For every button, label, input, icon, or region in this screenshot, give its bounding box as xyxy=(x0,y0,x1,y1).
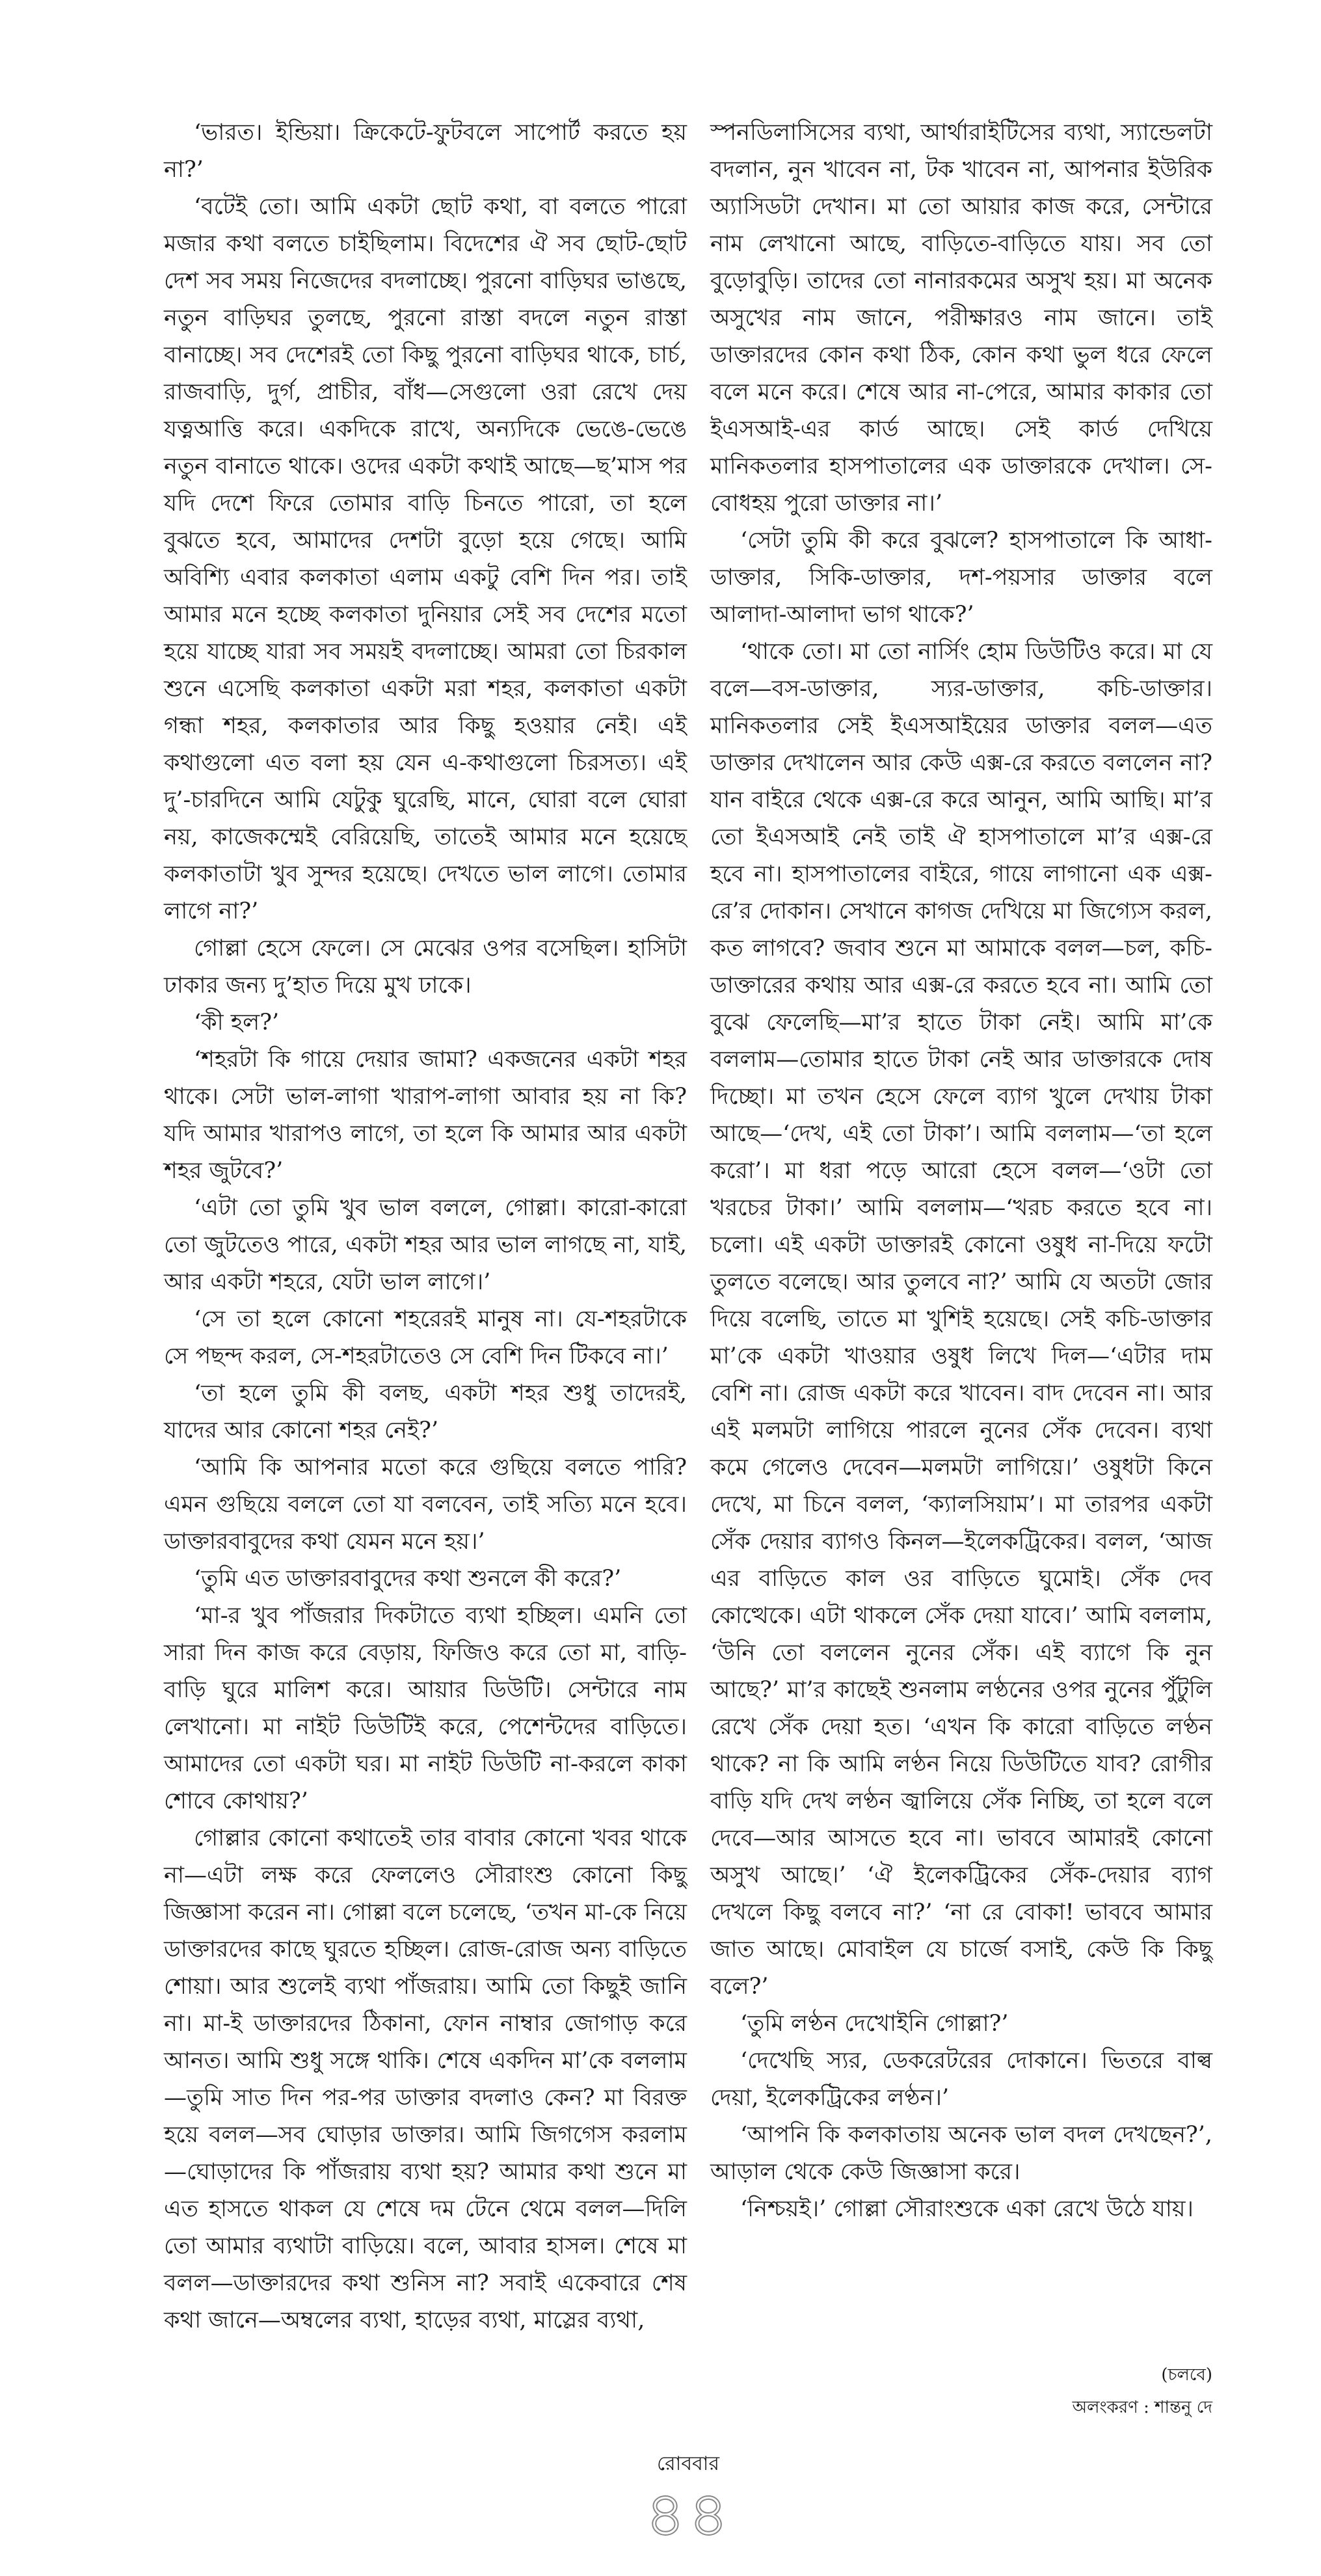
paragraph: ‘কী হল?’ xyxy=(194,1010,280,1036)
text-columns xyxy=(164,114,1212,2339)
paragraph: ‘তুমি এত ডাক্তারবাবুদের কথা শুনলে কী করে?’ xyxy=(194,1566,622,1592)
continued-note: (চলবে) xyxy=(1161,2365,1212,2385)
paragraph: ‘এটা তো তুমি খুব ভাল বললে, গোল্লা। কারো-কারো তো জুটতেও পারে, একটা শহর আর ভাল লাগছে না, যাই, আর একটা শহরে, যেটা ভাল লাগে।’ xyxy=(164,1195,687,1295)
paragraph: ‘আপনি কি কলকাতায় অনেক ভাল বদল দেখছেন?’, আড়াল থেকে কেউ জিজ্ঞাসা করে। xyxy=(710,2122,1212,2185)
left-text-column xyxy=(164,114,687,2339)
paragraph: ‘সে তা হলে কোনো শহরেরই মানুষ না। যে-শহরটাকে সে পছন্দ করল, সে-শহরটাতেও সে বেশি দিন টিকবে না।’ xyxy=(164,1306,687,1369)
paragraph: ‘থাকে তো। মা তো নার্সিং হোম ডিউটিও করে। মা যে বলে—বস-ডাক্তার, স্যর-ডাক্তার, কচি-ডাক্তার। মানিকতলার সেই ইএসআইয়ের ডাক্তার বলল—এত ডাক্তার দেখালেন আর কেউ এক্স-রে করতে বললেন না? যান বাইরে থেকে এক্স-রে করে আনুন, আমি আছি। মা’র তো ইএসআই নেই তাই ঐ হাসপাতালে মা’র এক্স-রে হবে না। হাসপাতালের বাইরে, গায়ে লাগানো এক এক্স-রে’র দোকান। সেখানে কাগজ দেখিয়ে মা জিগ্যেস করল, কত লাগবে? জবাব শুনে মা আমাকে বলল—চল, কচি-ডাক্তারের কথায় আর এক্স-রে করতে হবে না। আমি তো বুঝে ফেলেছি—মা’র হাতে টাকা নেই। আমি মা’কে বললাম—তোমার হাতে টাকা নেই আর ডাক্তারকে দোষ দিচ্ছো। মা তখন হেসে ফেলে ব্যাগ খুলে দেখায় টাকা আছে—‘দেখ, এই তো টাকা’। আমি বললাম—‘তা হলে করো’। মা ধরা পড়ে আরো হেসে বলল—‘ওটা তো খরচের টাকা।’ আমি বললাম—‘খরচ করতে হবে না। চলো। এই একটা ডাক্তারই কোনো ওষুধ না-দিয়ে ফটো তুলতে বলেছে। আর তুলবে না?’ আমি যে অতটা জোর দিয়ে বলেছি, তাতে মা খুশিই হয়েছে। সেই কচি-ডাক্তার মা’কে একটা খাওয়ার ওষুধ লিখে দিল—‘এটার দাম বেশি না। রোজ একটা করে খাবেন। বাদ দেবেন না। আর এই মলমটা লাগিয়ে পারলে নুনের সেঁক দেবেন। ব্যথা কমে গেলেও দেবেন—মলমটা লাগিয়ে।’ ওষুধটা কিনে দেখে, মা চিনে বলল, ‘ক্যালসিয়াম’। মা তারপর একটা সেঁক দেয়ার ব্যাগও কিনল—ইলেকট্রিকের। বলল, ‘আজ এর বাড়িতে কাল ওর বাড়িতে ঘুমোই। সেঁক দেব কোত্থেকে। এটা থাকলে সেঁক দেয়া যাবে।’ আমি বললাম, ‘উনি তো বললেন নুনের সেঁক। এই ব্যাগে কি নুন আছে?’ মা’র কাছেই শুনলাম লণ্ঠনের ওপর নুনের পুঁটুলি রেখে সেঁক দেয়া হত। ‘এখন কি কারো বাড়িতে লণ্ঠন থাকে? না কি আমি লণ্ঠন নিয়ে ডিউটিতে যাব? রোগীর বাড়ি যদি দেখ লণ্ঠন জ্বালিয়ে সেঁক নিচ্ছি, তা হলে বলে দেবে—আর আসতে হবে না। ভাববে আমারই কোনো অসুখ আছে।’ ‘ঐ ইলেকট্রিকের সেঁক-দেয়ার ব্যাগ দেখলে কিছু বলবে না?’ ‘না রে বোকা! ভাববে আমার জাত আছে। মোবাইল যে চার্জে বসাই, কেউ কি কিছু বলে?’ xyxy=(710,639,1212,2000)
paragraph: ‘বটেই তো। আমি একটা ছোট কথা, বা বলতে পারো মজার কথা বলতে চাইছিলাম। বিদেশের ঐ সব ছোট-ছোট দেশ সব সময় নিজেদের বদলাচ্ছে। পুরনো বাড়িঘর ভাঙছে, নতুন বাড়িঘর তুলছে, পুরনো রাস্তা বদলে নতুন রাস্তা বানাচ্ছে। সব দেশেরই তো কিছু পুরনো বাড়িঘর থাকে, চার্চ, রাজবাড়ি, দুর্গ, প্রাচীর, বাঁধ—সেগুলো ওরা রেখে দেয় যত্নআত্তি করে। একদিকে রাখে, অন্যদিকে ভেঙে-ভেঙে নতুন বানাতে থাকে। ওদের একটা কথাই আছে—ছ’মাস পর যদি দেশে ফিরে তোমার বাড়ি চিনতে পারো, তা হলে বুঝতে হবে, আমাদের দেশটা বুড়ো হয়ে গেছে। আমি অবিশ্যি এবার কলকাতা এলাম একটু বেশি দিন পর। তাই আমার মনে হচ্ছে কলকাতা দুনিয়ার সেই সব দেশের মতো হয়ে যাচ্ছে যারা সব সময়ই বদলাচ্ছে। আমরা তো চিরকাল শুনে এসেছি কলকাতা একটা মরা শহর, কলকাতা একটা গন্ধা শহর, কলকাতার আর কিছু হওয়ার নেই। এই কথাগুলো এত বলা হয় যেন এ-কথাগুলো চিরসত্য। এই দু’-চারদিনে আমি যেটুকু ঘুরেছি, মানে, ঘোরা বলে ঘোরা নয়, কাজেকম্মেই বেরিয়েছি, তাতেই আমার মনে হয়েছে কলকাতাটা খুব সুন্দর হয়েছে। দেখতে ভাল লাগে। তোমার লাগে না?’ xyxy=(164,194,687,924)
paragraph: ‘ভারত। ইন্ডিয়া। ক্রিকেটে-ফুটবলে সাপোর্ট করতে হয় না?’ xyxy=(164,120,687,183)
paragraph: ‘তা হলে তুমি কী বলছ, একটা শহর শুধু তাদেরই, যাদের আর কোনো শহর নেই?’ xyxy=(164,1380,687,1443)
paragraph: ‘শহরটা কি গায়ে দেয়ার জামা? একজনের একটা শহর থাকে। সেটা ভাল-লাগা খারাপ-লাগা আবার হয় না কি? যদি আমার খারাপও লাগে, তা হলে কি আমার আর একটা শহর জুটবে?’ xyxy=(164,1047,687,1184)
magazine-name: রোববার xyxy=(657,2452,719,2475)
illustration-credit: অলংকরণ : শান্তনু দে xyxy=(1072,2398,1212,2417)
paragraph: ‘তুমি লণ্ঠন দেখোইনি গোল্লা?’ xyxy=(740,2011,1009,2037)
paragraph: গোল্লার কোনো কথাতেই তার বাবার কোনো খবর থাকে না—এটা লক্ষ করে ফেললেও সৌরাংশু কোনো কিছু জিজ্ঞাসা করেন না। গোল্লা বলে চলেছে, ‘তখন মা-কে নিয়ে ডাক্তারদের কাছে ঘুরতে হচ্ছিল। রোজ-রোজ অন্য বাড়িতে শোয়া। আর শুলেই ব্যথা পাঁজরায়। আমি তো কিছুই জানি না। মা-ই ডাক্তারদের ঠিকানা, ফোন নাম্বার জোগাড় করে আনত। আমি শুধু সঙ্গে থাকি। শেষে একদিন মা’কে বললাম—তুমি সাত দিন পর-পর ডাক্তার বদলাও কেন? মা বিরক্ত হয়ে বলল—সব ঘোড়ার ডাক্তার। আমি জিগগেস করলাম—ঘোড়াদের কি পাঁজরায় ব্যথা হয়? আমার কথা শুনে মা এত হাসতে থাকল যে শেষে দম টেনে থেমে বলল—দিলি তো আমার ব্যথাটা বাড়িয়ে। বলে, আবার হাসল। শেষে মা বলল—ডাক্তারদের কথা শুনিস না? সবাই একেবারে শেষ কথা জানে—অম্বলের ব্যথা, হাড়ের ব্যথা, মাস্লের ব্যথা, xyxy=(164,1825,687,2333)
paragraph: ‘নিশ্চয়ই।’ গোল্লা সৌরাংশুকে একা রেখে উঠে যায়। xyxy=(740,2196,1194,2222)
paragraph: ‘দেখেছি স্যর, ডেকরেটরের দোকানে। ভিতরে বাল্ব দেয়া, ইলেকট্রিকের লণ্ঠন।’ xyxy=(710,2048,1212,2111)
paragraph: স্পনডিলাসিসের ব্যথা, আর্থারাইটিসের ব্যথা, স্যান্ডেলটা বদলান, নুন খাবেন না, টক খাবেন না, আপনার ইউরিক অ্যাসিডটা দেখান। মা তো আয়ার কাজ করে, সেন্টারে নাম লেখানো আছে, বাড়িতে-বাড়িতে যায়। সব তো বুড়োবুড়ি। তাদের তো নানারকমের অসুখ হয়। মা অনেক অসুখের নাম জানে, পরীক্ষারও নাম জানে। তাই ডাক্তারদের কোন কথা ঠিক, কোন কথা ভুল ধরে ফেলে বলে মনে করে। শেষে আর না-পেরে, আমার কাকার তো ইএসআই-এর কার্ড আছে। সেই কার্ড দেখিয়ে মানিকতলার হাসপাতালের এক ডাক্তারকে দেখাল। সে-বোধহয় পুরো ডাক্তার না।’ xyxy=(710,120,1212,517)
page-footer xyxy=(164,2450,1212,2550)
paragraph: ‘মা-র খুব পাঁজরার দিকটাতে ব্যথা হচ্ছিল। এমনি তো সারা দিন কাজ করে বেড়ায়, ফিজিও করে তো মা, বাড়ি-বাড়ি ঘুরে মালিশ করে। আয়ার ডিউটি। সেন্টারে নাম লেখানো। মা নাইট ডিউটিই করে, পেশেন্টদের বাড়িতে। আমাদের তো একটা ঘর। মা নাইট ডিউটি না-করলে কাকা শোবে কোথায়?’ xyxy=(164,1603,687,1814)
paragraph: ‘আমি কি আপনার মতো করে গুছিয়ে বলতে পারি? এমন গুছিয়ে বললে তো যা বলবেন, তাই সত্যি মনে হবে। ডাক্তারবাবুদের কথা যেমন মনে হয়।’ xyxy=(164,1455,687,1555)
paragraph: ‘সেটা তুমি কী করে বুঝলে? হাসপাতালে কি আধা-ডাক্তার, সিকি-ডাক্তার, দশ-পয়সার ডাক্তার বলে আলাদা-আলাদা ভাগ থাকে?’ xyxy=(710,528,1212,628)
story-footer xyxy=(848,2359,1212,2424)
paragraph: গোল্লা হেসে ফেলে। সে মেঝের ওপর বসেছিল। হাসিটা ঢাকার জন্য দু’হাত দিয়ে মুখ ঢাকে। xyxy=(164,935,687,999)
page-number: ৪৪ xyxy=(645,2478,732,2551)
right-text-column xyxy=(710,114,1212,2228)
